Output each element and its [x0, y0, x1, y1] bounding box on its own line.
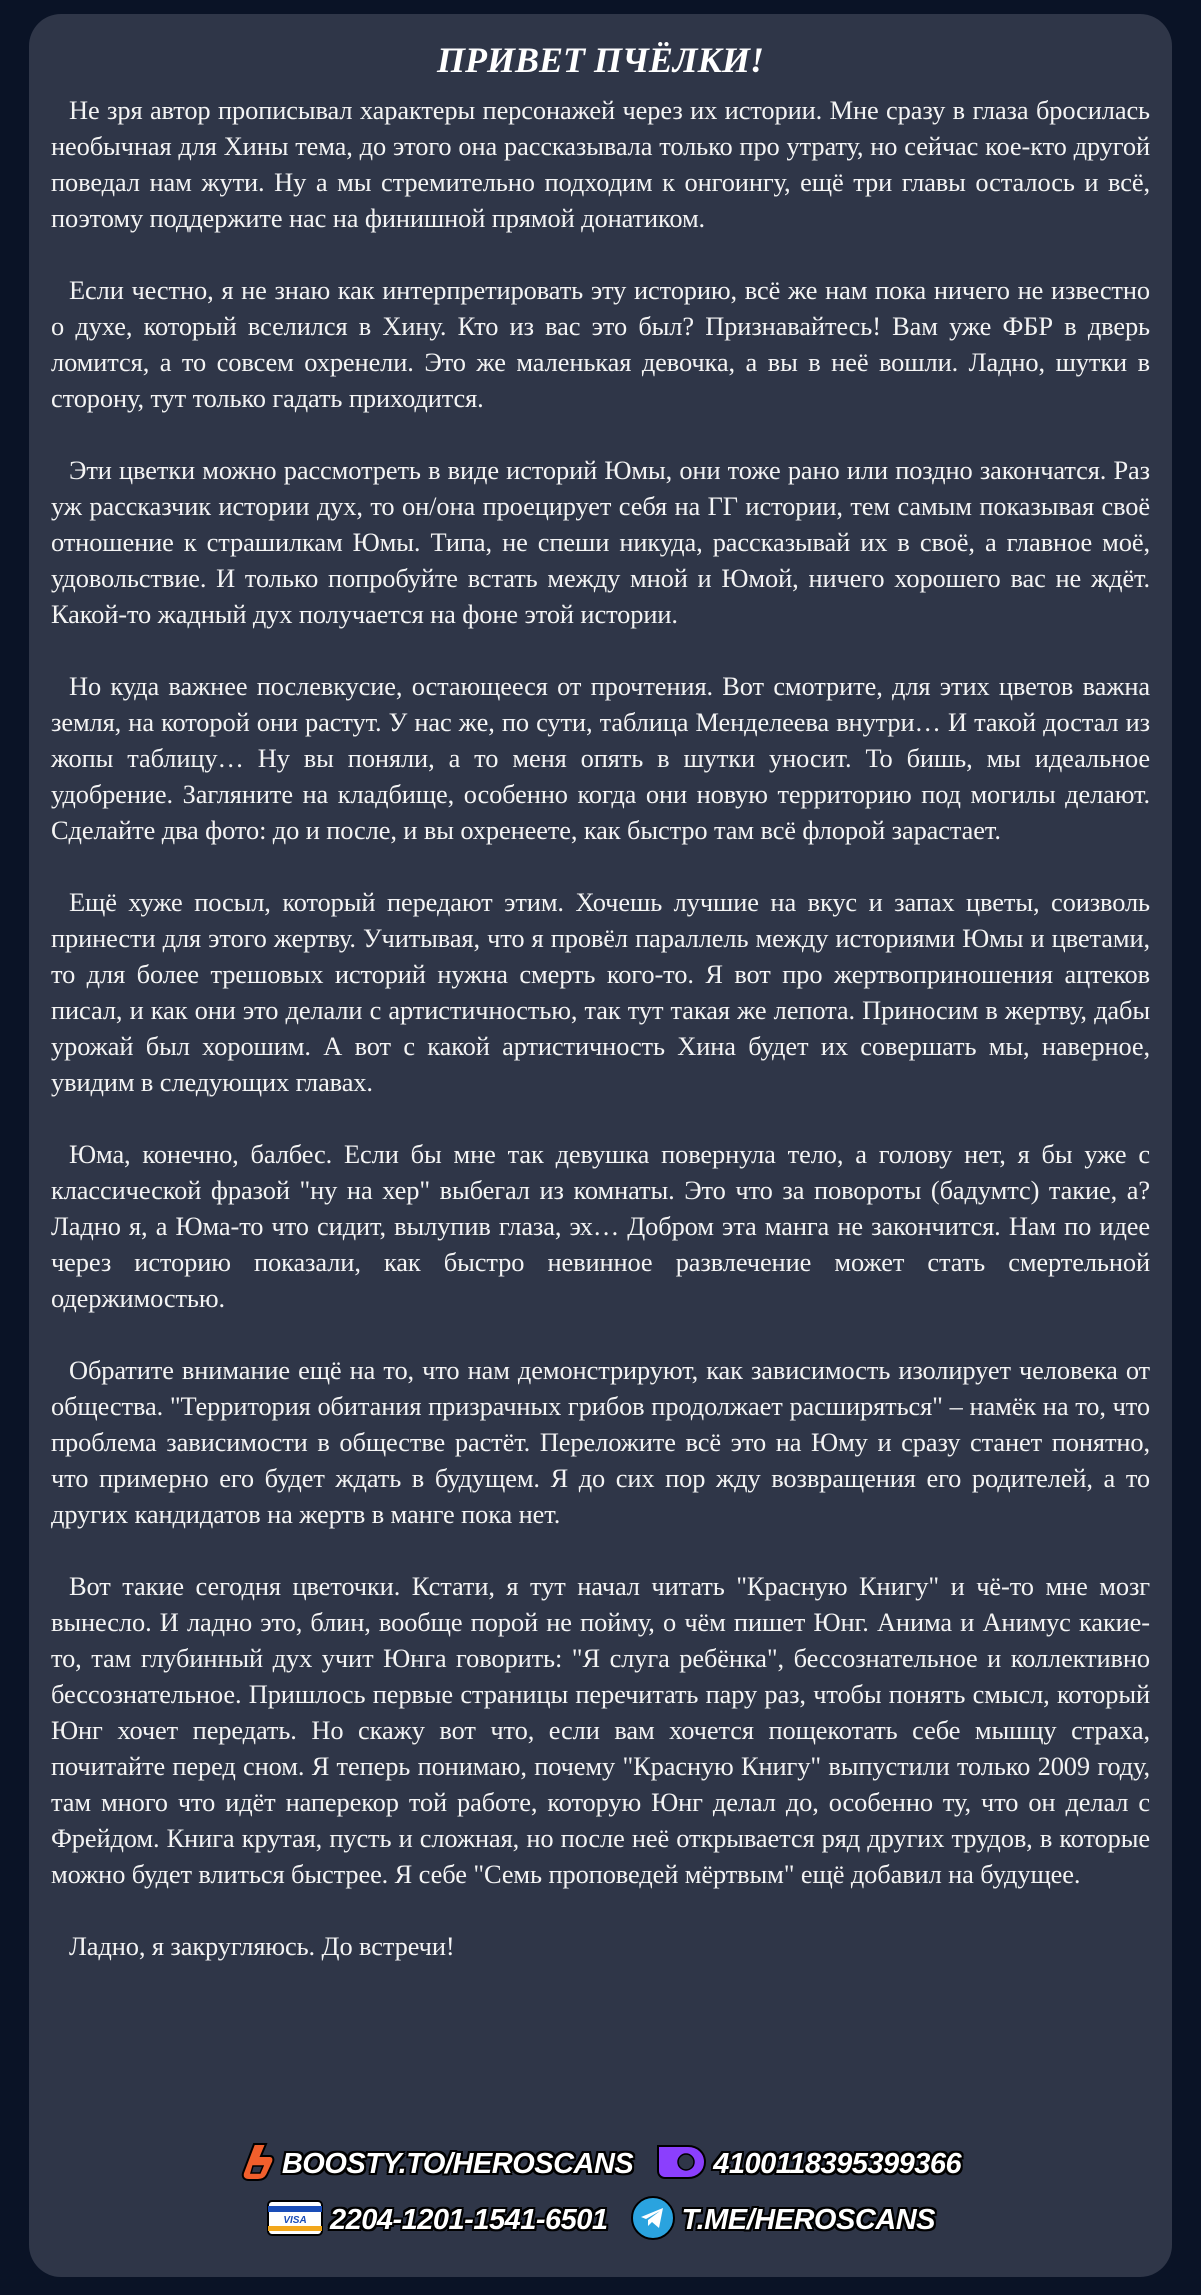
card-number: 2204-1201-1541-6501 [329, 2204, 608, 2236]
boosty-link[interactable] [240, 2142, 633, 2187]
paragraph-7: Обратите внимание ещё на то, что нам демонстрируют, как зависимость изолирует человека от общества. "Территория обитания призрачных грибов продолжает расширяться" – намёк на то, что проблема зависимости в обществе растёт. Переложите всё это на Юму и сразу станет понятно, что примерно его будет ждать в будущем. Я до сих пор жду возвращения его родителей, а то других кандидатов на жертв в манге пока нет. [51, 1355, 1150, 1529]
paragraph-3: Эти цветки можно рассмотреть в виде историй Юмы, они тоже рано или поздно закончатся. Раз уж рассказчик истории дух, то он/она проецирует себя на ГГ истории, тем самым показывая своё отношение к страшилкам Юмы. Типа, не спеши никуда, рассказывай их в своё, а главное моё, удовольствие. И только попробуйте встать между мной и Юмой, ничего хорошего вас не ждёт. Какой-то жадный дух получается на фоне этой истории. [51, 455, 1150, 629]
telegram-link[interactable] [630, 2195, 935, 2246]
contacts-row-2 [266, 2195, 935, 2246]
yoomoney-wallet[interactable] [655, 2143, 961, 2186]
telegram-icon [630, 2195, 676, 2246]
page-title: ПРИВЕТ ПЧЁЛКИ! [436, 40, 765, 80]
card-number-item[interactable] [266, 2199, 608, 2242]
yoomoney-icon [655, 2143, 707, 2186]
paragraph-5: Ещё хуже посыл, который передают этим. Хочешь лучшие на вкус и запах цветы, соизволь принести для этого жертву. Учитывая, что я провёл параллель между историями Юмы и цветами, то для более трешовых историй нужна смерть кого-то. Я вот про жертвоприношения ацтеков писал, и как они это делали с артистичностью, так тут такая же лепота. Приносим в жертву, дабы урожай был хорошим. А вот с какой артистичность Хина будет их совершать мы, наверное, увидим в следующих главах. [51, 887, 1150, 1097]
contacts-row-1 [240, 2142, 961, 2187]
paragraph-1: Не зря автор прописывал характеры персонажей через их истории. Мне сразу в глаза бросилась необычная для Хины тема, до этого она рассказывала только про утрату, но сейчас кое-кто другой поведал нам жути. Ну а мы стремительно подходим к онгоингу, ещё три главы осталось и всё, поэтому поддержите нас на финишной прямой донатиком. [51, 95, 1150, 233]
paragraph-6: Юма, конечно, балбес. Если бы мне так девушка повернула тело, а голову нет, я бы уже с классической фразой "ну на хер" выбегал из комнаты. Это что за повороты (бадумтс) такие, а? Ладно я, а Юма-то что сидит, вылупив глаза, эх… Добром эта манга не закончится. Нам по идее через историю показали, как быстро невинное развлечение может стать смертельной одержимостью. [51, 1139, 1150, 1313]
visa-label: VISA [283, 2215, 307, 2226]
contacts-block [29, 2142, 1172, 2246]
boosty-url: BOOSTY.TO/HEROSCANS [281, 2148, 634, 2180]
boosty-icon [240, 2142, 276, 2187]
telegram-url: T.ME/HEROSCANS [681, 2204, 935, 2236]
paragraph-4: Но куда важнее послевкусие, остающееся от прочтения. Вот смотрите, для этих цветов важна земля, на которой они растут. У нас же, по сути, таблица Менделеева внутри… И такой достал из жопы таблицу… Ну вы поняли, а то меня опять в шутки уносит. То бишь, мы идеальное удобрение. Загляните на кладбище, особенно когда они новую территорию под могилы делают. Сделайте два фото: до и после, и вы охренеете, как быстро там всё флорой зарастает. [51, 671, 1150, 845]
paragraph-8: Вот такие сегодня цветочки. Кстати, я тут начал читать "Красную Книгу" и чё-то мне мозг вынесло. И ладно это, блин, вообще порой не пойму, о чём пишет Юнг. Анима и Анимус какие-то, там глубинный дух учит Юнга говорить: "Я слуга ребёнка", бессознательное и коллективно бессознательное. Пришлось первые страницы перечитать пару раз, чтобы понять смысл, который Юнг хочет передать. Но скажу вот что, если вам хочется пощекотать себе мышцу страха, почитайте перед сном. Я теперь понимаю, почему "Красную Книгу" выпустили только 2009 году, там много что идёт наперекор той работе, которую Юнг делал до, особенно ту, что он делал с Фрейдом. Книга крутая, пусть и сложная, но после неё открывается ряд других трудов, в которые можно будет влиться быстрее. Я себе "Семь проповедей мёртвым" ещё добавил на будущее. [51, 1571, 1150, 1889]
message-card [29, 14, 1172, 2277]
visa-card-icon [266, 2199, 324, 2242]
yoomoney-number: 4100118395399366 [713, 2148, 962, 2180]
paragraph-2: Если честно, я не знаю как интерпретировать эту историю, всё же нам пока ничего не известно о духе, который вселился в Хину. Кто из вас это был? Признавайтесь! Вам уже ФБР в дверь ломится, а то совсем охренели. Это же маленькая девочка, а вы в неё вошли. Ладно, шутки в сторону, тут только гадать приходится. [51, 275, 1150, 413]
paragraph-9: Ладно, я закругляюсь. До встречи! [69, 1931, 455, 1961]
